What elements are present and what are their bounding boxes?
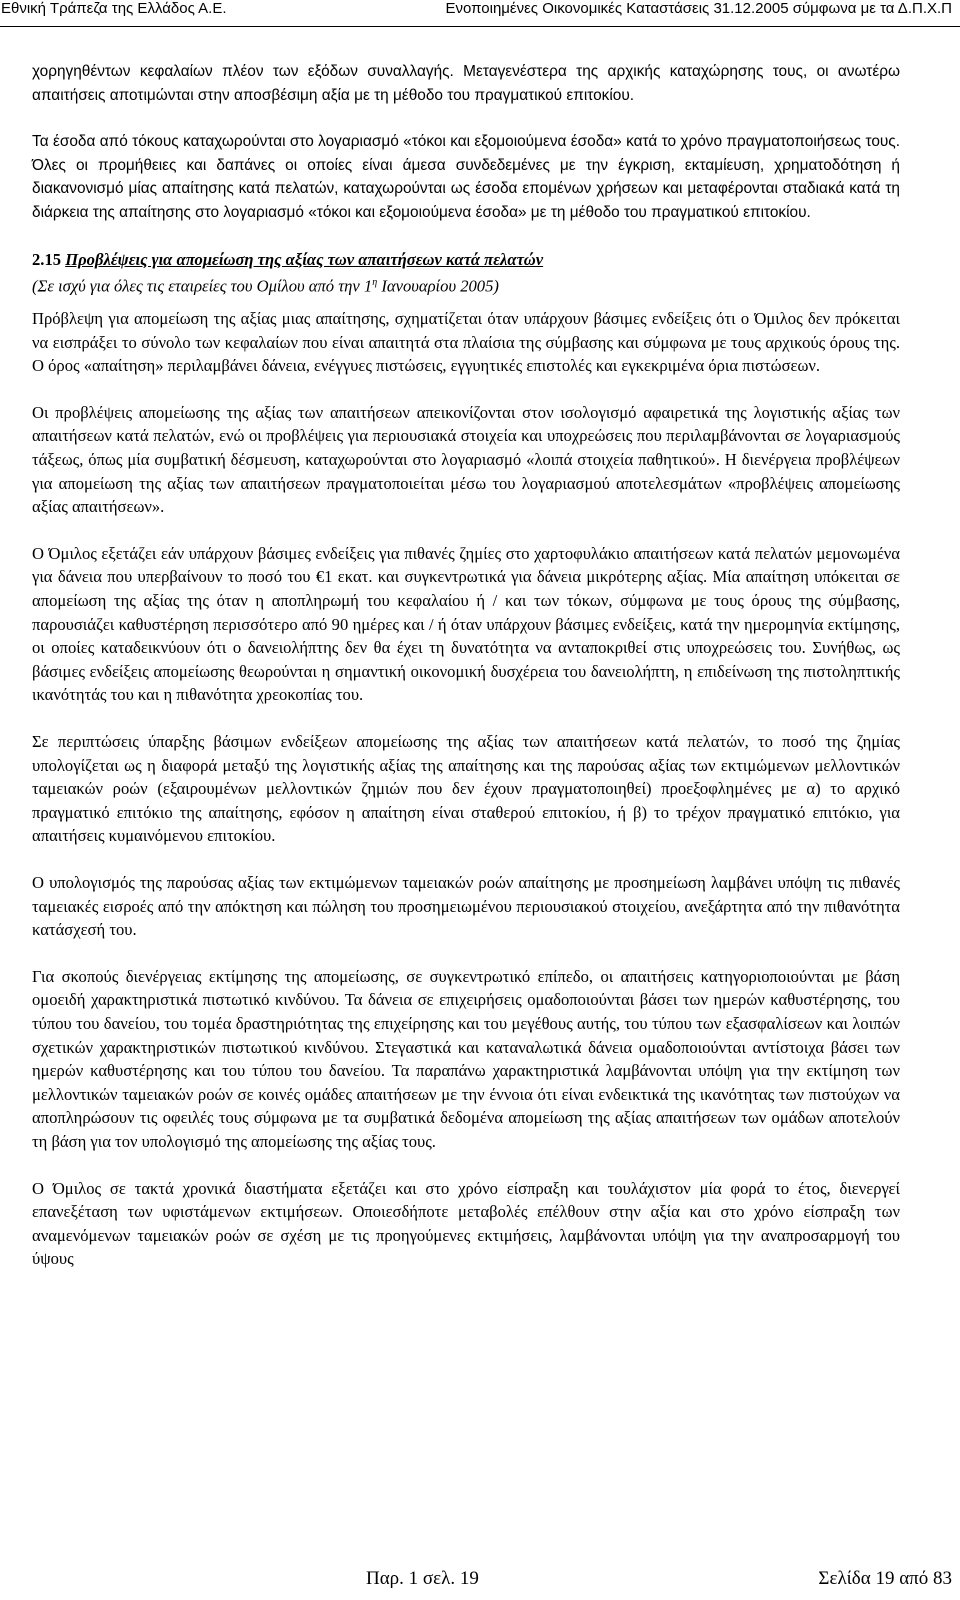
section-subtitle-text: Ιανουαρίου 2005)	[377, 276, 499, 296]
section-title: Προβλέψεις για απομείωση της αξίας των απαιτήσεων κατά πελατών	[65, 249, 544, 269]
paragraph: Τα έσοδα από τόκους καταχωρούνται στο λογαριασμό «τόκοι και εξομοιούμενα έσοδα» κατά το χρόνο πραγματοποιήσεως τους. Όλες οι προμήθειες και δαπάνες οι οποίες είναι άμεσα συνδεδεμένες με την έγκριση, εκταμίευση, χρηματοδότηση ή διακανονισμό μίας απαίτησης κατά πελατών, καταχωρούνται ως έσοδα επομένων χρήσεων και μεταφέρονται σταδιακά κατά τη διάρκεια της απαίτησης στο λογαριασμό «τόκοι και εξομοιούμενα έσοδα» με τη μέθοδο του πραγματικού επιτοκίου.	[32, 133, 900, 221]
header-bank-name: Εθνική Τράπεζα της Ελλάδος Α.Ε.	[1, 0, 227, 17]
paragraph: Πρόβλεψη για απομείωση της αξίας μιας απαίτησης, σχηματίζεται όταν υπάρχουν βάσιμες ενδείξεις ότι ο Όμιλος δεν πρόκειται να εισπράξει το σύνολο των κεφαλαίων που είναι απαιτητά στα πλαίσια της σύμβασης και σύμφωνα με τους αρχικούς όρους της. Ο όρος «απαίτηση» περιλαμβάνει δάνεια, ενέγγυες πιστώσεις, εγγυητικές επιστολές και εγκεκριμένα όρια πιστώσεων.	[32, 309, 900, 376]
section-content	[32, 307, 900, 1271]
paragraph: Σε περιπτώσεις ύπαρξης βάσιμων ενδείξεων απομείωσης της αξίας των απαιτήσεων κατά πελατών, το ποσό της ζημίας υπολογίζεται ως η διαφορά μεταξύ της λογιστικής αξίας της απαίτησης και της παρούσας αξίας των εκτιμώμενων μελλοντικών ταμειακών ροών (εξαιρουμένων μελλοντικών ζημιών που δεν έχουν πραγματοποιηθεί) προεξοφλημένες με α) το αρχικό πραγματικό επιτόκιο της απαίτησης, εφόσον η απαίτηση είναι σταθερού επιτοκίου, ή β) το τρέχον πραγματικό επιτόκιο, για απαιτήσεις κυμαινόμενου επιτοκίου.	[32, 732, 900, 846]
section-subtitle	[32, 271, 900, 298]
paragraph: Για σκοπούς διενέργειας εκτίμησης της απομείωσης, σε συγκεντρωτικό επίπεδο, οι απαιτήσεις κατηγοριοποιούνται με βάση ομοειδή χαρακτηριστικά πιστωτικό κινδύνου. Τα δάνεια σε επιχειρήσεις ομαδοποιούνται βάσει των ημερών καθυστέρησης, του τύπου του δανείου, του τομέα δραστηριότητας της επιχείρησης και του μεγέθους αυτής, του τύπου των εξασφαλίσεων και λοιπών σχετικών χαρακτηριστικών πιστωτικού κινδύνου. Στεγαστικά και καταναλωτικά δάνεια ομαδοποιούνται αντίστοιχα βάσει των ημερών καθυστέρησης και του τύπου του δανείου. Τα παραπάνω χαρακτηριστικά λαμβάνονται υπόψη για την εκτίμηση των μελλοντικών ταμειακών ροών σε κοινές ομάδες απαιτήσεων με την έννοια ότι είναι ενδεικτικά της ικανότητας των πιστούχων να αποπληρώσουν τις οφειλές τους σύμφωνα με τα συμβατικά δεδομένα απομείωση της αξίας απαιτήσεων των ομάδων αποτελούν τη βάση για τον υπολογισμό της απομείωσης της αξίας τους.	[32, 966, 900, 1151]
header-document-title: Ενοποιημένες Οικονομικές Καταστάσεις 31.12.2005 σύμφωνα με τα Δ.Π.Χ.Π	[445, 0, 952, 17]
paragraph: Ο Όμιλος εξετάζει εάν υπάρχουν βάσιμες ενδείξεις για πιθανές ζημίες στο χαρτοφυλάκιο απαιτήσεων κατά πελατών μεμονωμένα για δάνεια που υπερβαίνουν το ποσό του €1 εκατ. και συγκεντρωτικά για δάνεια μικρότερης αξίας. Μία απαίτηση υπόκειται σε απομείωση της αξίας της όταν η αποπληρωμή του κεφαλαίου ή / και των τόκων, σύμφωνα με τους όρους της σύμβασης, παρουσιάζει καθυστέρηση περισσότερο από 90 ημέρες και / ή όταν υπάρχουν βάσιμες ενδείξεις, κατά την ημερομηνία εκτίμησης, οι οποίες καταδεικνύουν ότι ο δανειολήπτης δεν θα έχει τη δυνατότητα να ανταποκριθεί στις υποχρεώσεις του. Συνήθως, ως βάσιμες ενδείξεις απομείωσης θεωρούνται η σημαντική οικονομική δυσχέρεια του δανειολήπτη, η επιδείνωση της πιστοληπτικής ικανότητάς του και η πιθανότητα χρεοκοπίας του.	[32, 543, 900, 705]
paragraph: Ο Όμιλος σε τακτά χρονικά διαστήματα εξετάζει και στο χρόνο είσπραξη και τουλάχιστον μία φορά το έτος, διενεργεί επανεξέταση των υφιστάμενων εκτιμήσεων. Οποιεσδήποτε μεταβολές επέλθουν στην αξία και στο χρόνο είσπραξη των αναμενόμενων ταμειακών ροών σε σχέση με τις προηγούμενες εκτιμήσεις, λαμβάνονται υπόψη για την αναπροσαρμογή του ύψους	[32, 1178, 900, 1269]
document-body	[32, 60, 900, 1271]
paragraph: χορηγηθέντων κεφαλαίων πλέον των εξόδων συναλλαγής. Μεταγενέστερα της αρχικής καταχώρησης τους, οι ανωτέρω απαιτήσεις αποτιμώνται στην αποσβέσιμη αξία με τη μέθοδο του πραγματικού επιτοκίου.	[32, 63, 900, 104]
footer-paragraph-ref: Παρ. 1 σελ. 19	[366, 1568, 479, 1589]
section-subtitle-ordinal: η	[372, 276, 378, 288]
section-number: 2.15	[32, 249, 62, 269]
paragraph: Οι προβλέψεις απομείωσης της αξίας των απαιτήσεων απεικονίζονται στον ισολογισμό αφαιρετικά της λογιστικής αξίας των απαιτήσεων κατά πελατών, ενώ οι προβλέψεις για περιουσιακά στοιχεία και υποχρεώσεις που περιλαμβάνονται σε λογαριασμούς τάξεως, όπως μία συμβατική δέσμευση, καταχωρούνται στο λογαριασμό «λοιπά στοιχεία παθητικού». Η διενέργεια προβλέψεων για απομείωση της αξίας των απαιτήσεων πραγματοποιείται μέσω του λογαριασμού αποτελεσμάτων «προβλέψεις απομείωσης αξίας απαιτήσεων».	[32, 402, 900, 517]
footer-page-number: Σελίδα 19 από 83	[818, 1568, 952, 1589]
header-divider	[0, 26, 960, 27]
section-heading	[32, 248, 900, 271]
paragraph: Ο υπολογισμός της παρούσας αξίας των εκτιμώμενων ταμειακών ροών απαίτησης με προσημείωση λαμβάνει υπόψη τις πιθανές ταμειακές εισροές από την απόκτηση και πώληση του προσημειωμένου περιουσιακού στοιχείου, ανεξάρτητα από την πιθανότητα κατάσχεσή του.	[32, 872, 900, 940]
section-subtitle-text: (Σε ισχύ για όλες τις εταιρείες του Ομίλου από την 1	[32, 276, 373, 296]
